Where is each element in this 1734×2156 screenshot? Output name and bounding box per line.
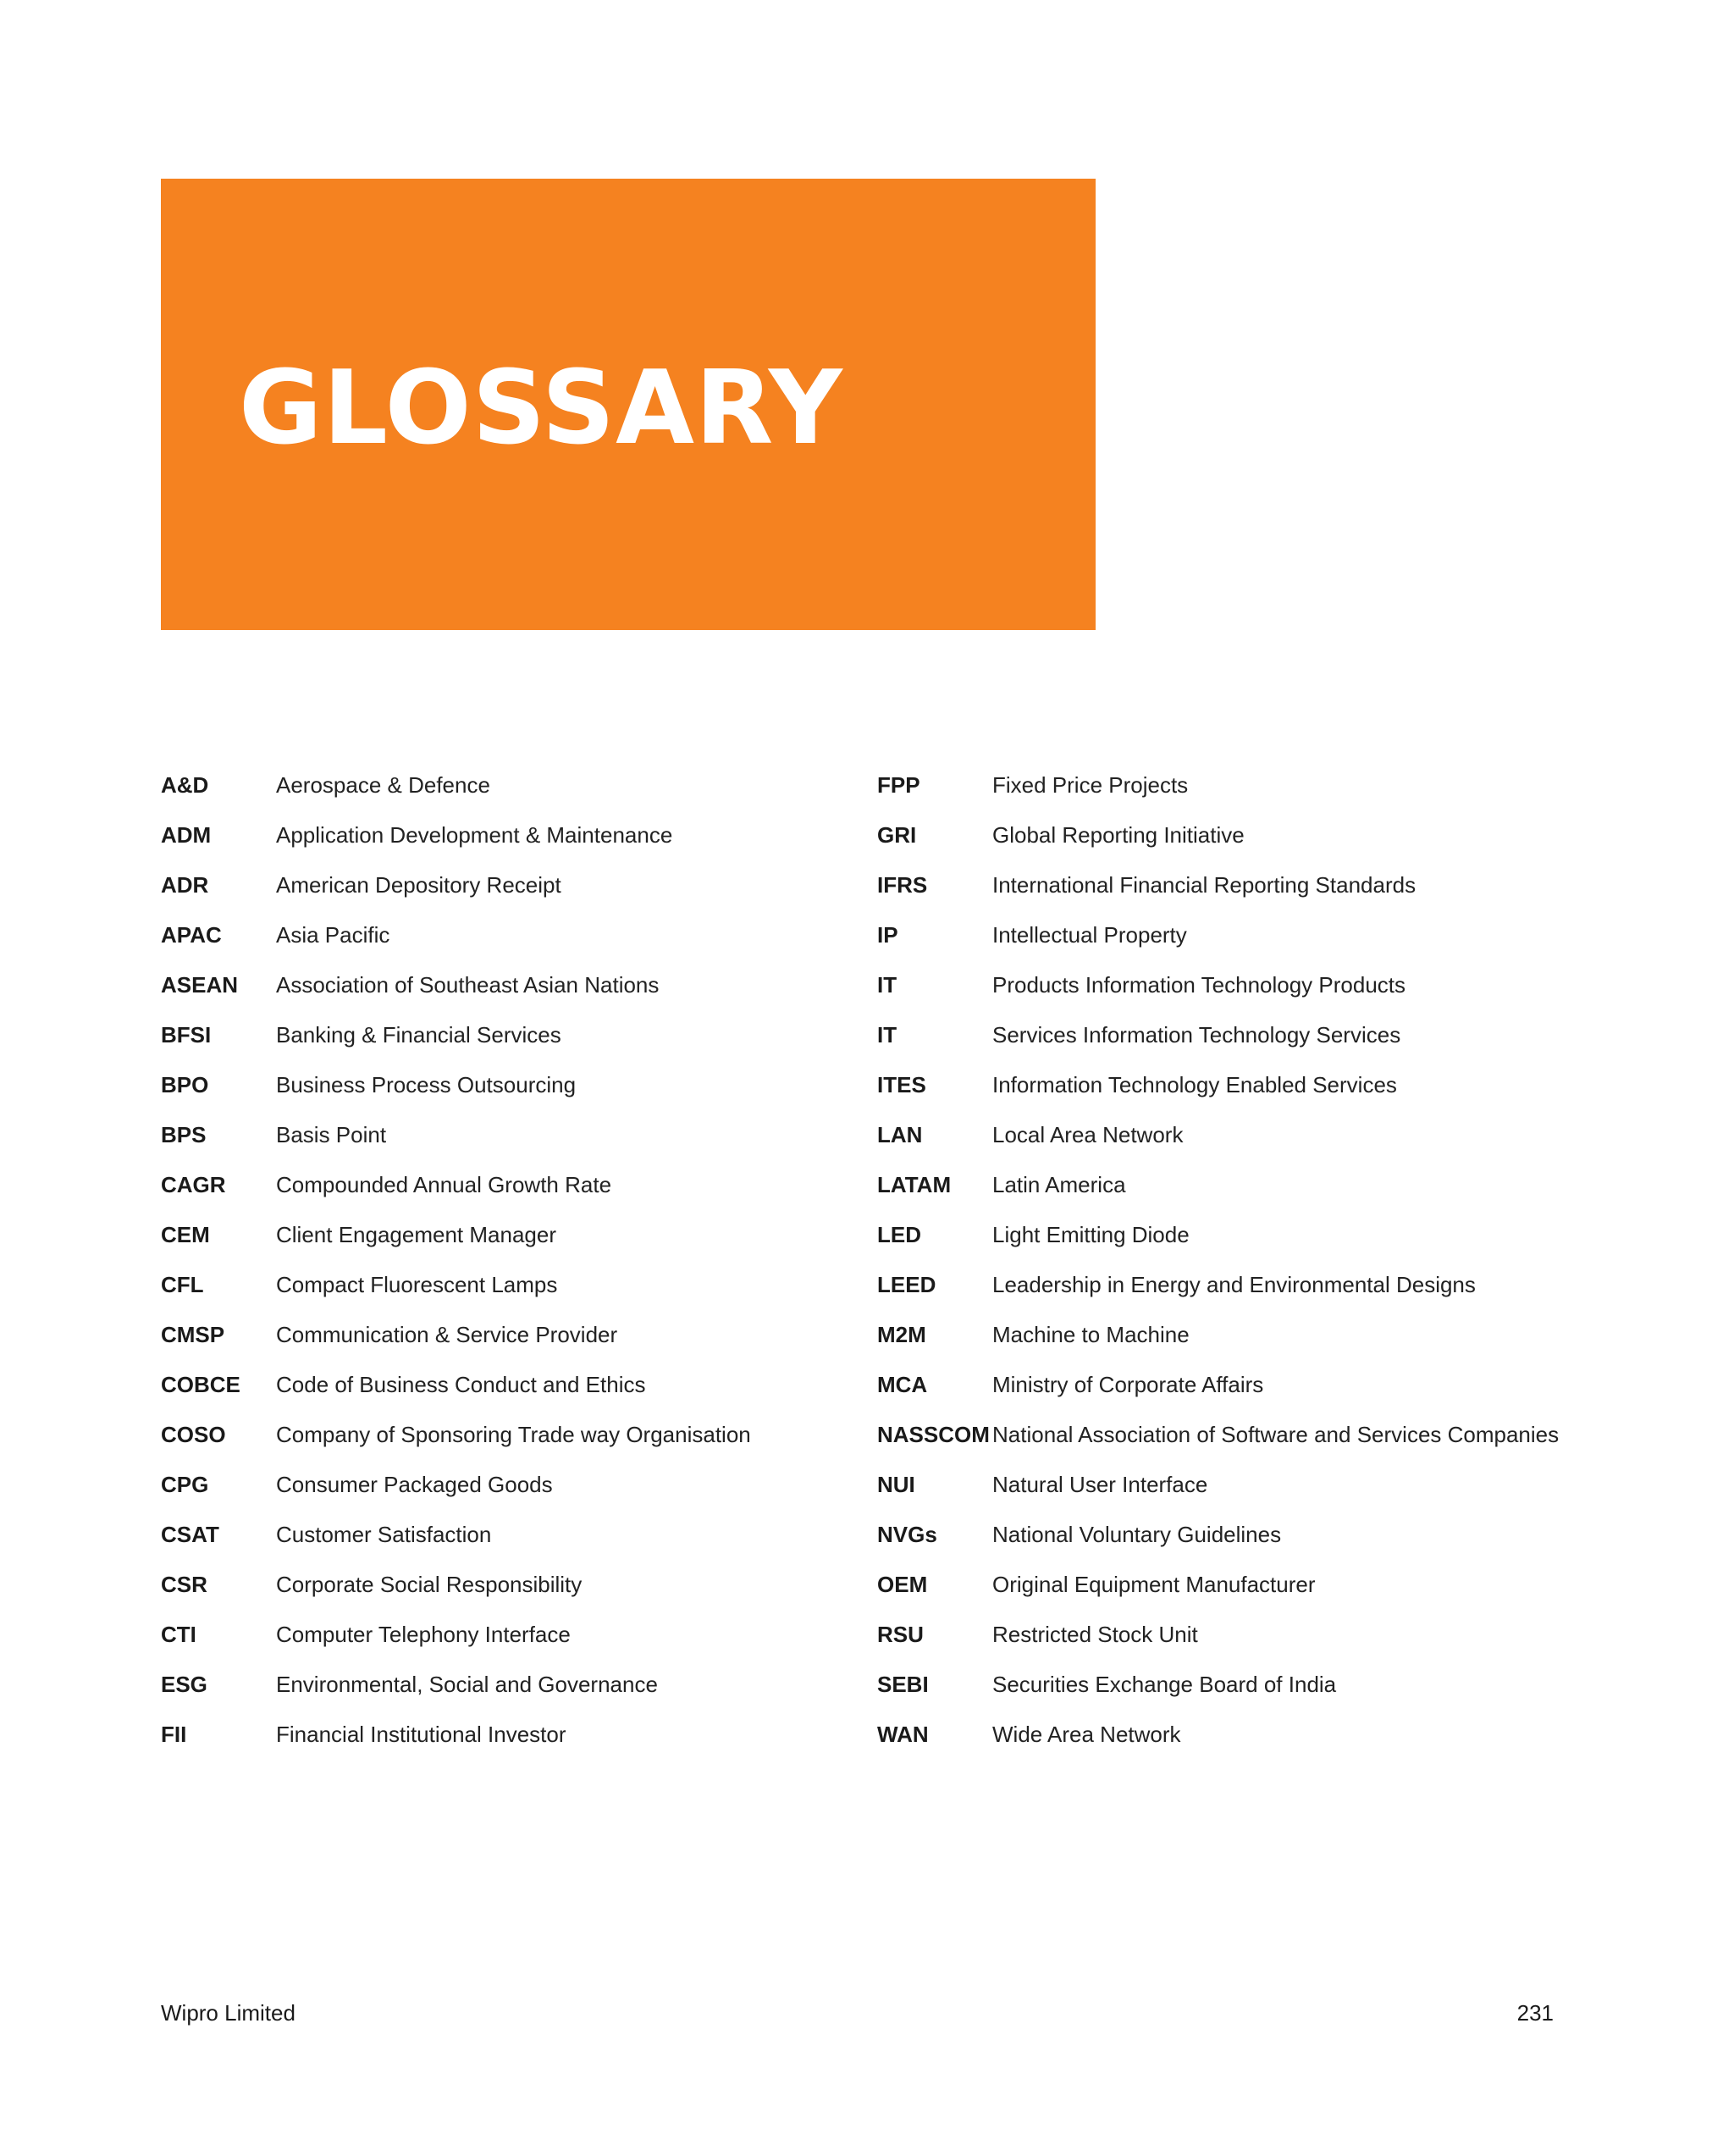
glossary-abbreviation: CSR [161,1572,207,1597]
glossary-row [877,1610,1571,1660]
glossary-row [161,1360,855,1410]
glossary-abbreviation: NASSCOM [877,1422,990,1447]
glossary-term: Natural User Interface [992,1472,1208,1497]
glossary-abbreviation: BPO [161,1072,209,1097]
glossary-term: Wide Area Network [992,1722,1181,1747]
glossary-row [877,1710,1571,1760]
glossary-row [161,760,855,810]
glossary-abbreviation: CMSP [161,1322,225,1347]
glossary-abbreviation: MCA [877,1372,928,1397]
glossary-banner [161,179,1096,630]
glossary-row [161,1460,855,1510]
glossary-term: Communication & Service Provider [276,1322,618,1347]
glossary-row [161,1110,855,1160]
glossary-abbreviation: CFL [161,1272,204,1297]
glossary-abbreviation: RSU [877,1622,924,1647]
glossary-abbreviation: ADM [161,822,212,848]
glossary-row [877,1310,1571,1360]
glossary-abbreviation: APAC [161,922,222,948]
glossary-term: Application Development & Maintenance [276,822,673,848]
glossary-abbreviation: M2M [877,1322,926,1347]
glossary-term: Services Information Technology Services [992,1022,1401,1048]
glossary-abbreviation: IFRS [877,872,928,898]
glossary-abbreviation: ADR [161,872,209,898]
glossary-row [161,810,855,860]
glossary-term: Asia Pacific [276,922,390,948]
glossary-term: National Association of Software and Services Companies [992,1422,1560,1447]
glossary-term: Original Equipment Manufacturer [992,1572,1316,1597]
glossary-row [161,860,855,910]
glossary-abbreviation: FPP [877,772,920,798]
glossary-term: American Depository Receipt [276,872,561,898]
glossary-term: Light Emitting Diode [992,1222,1190,1247]
glossary-term: Fixed Price Projects [992,772,1189,798]
glossary-abbreviation: ITES [877,1072,926,1097]
glossary-row [877,1410,1571,1460]
glossary-row [161,1010,855,1060]
glossary-abbreviation: NUI [877,1472,915,1497]
glossary-term: Customer Satisfaction [276,1522,492,1547]
glossary-row [877,760,1571,810]
glossary-row [877,1160,1571,1210]
footer-company-name: Wipro Limited [161,2000,295,2026]
glossary-row [161,1260,855,1310]
glossary-abbreviation: OEM [877,1572,928,1597]
glossary-row [161,1210,855,1260]
glossary-term: Local Area Network [992,1122,1184,1147]
glossary-term: International Financial Reporting Standards [992,872,1416,898]
glossary-term: Company of Sponsoring Trade way Organisation [276,1422,751,1447]
glossary-abbreviation: CTI [161,1622,196,1647]
glossary-term: Corporate Social Responsibility [276,1572,583,1597]
glossary-term: Basis Point [276,1122,387,1147]
glossary-term: Computer Telephony Interface [276,1622,571,1647]
glossary-term: Restricted Stock Unit [992,1622,1198,1647]
glossary-term: Information Technology Enabled Services [992,1072,1397,1097]
glossary-term: Association of Southeast Asian Nations [276,972,660,998]
glossary-row [161,1060,855,1110]
glossary-row [877,1460,1571,1510]
glossary-row [161,910,855,960]
glossary-term: Compounded Annual Growth Rate [276,1172,612,1197]
glossary-abbreviation: IT [877,1022,897,1048]
glossary-row [161,1660,855,1710]
glossary-row [877,910,1571,960]
glossary-row [877,1510,1571,1560]
glossary-term: Code of Business Conduct and Ethics [276,1372,646,1397]
glossary-row [877,960,1571,1010]
glossary-row [161,1710,855,1760]
glossary-abbreviation: CAGR [161,1172,226,1197]
glossary-abbreviation: A&D [161,772,209,798]
glossary-abbreviation: LED [877,1222,921,1247]
glossary-term: Machine to Machine [992,1322,1190,1347]
glossary-row [161,1610,855,1660]
glossary-abbreviation: LAN [877,1122,923,1147]
glossary-abbreviation: CSAT [161,1522,219,1547]
glossary-row [161,960,855,1010]
glossary-term: Business Process Outsourcing [276,1072,577,1097]
glossary-row [877,810,1571,860]
footer-page-number: 231 [1516,2000,1554,2026]
glossary-abbreviation: SEBI [877,1672,929,1697]
glossary-abbreviation: GRI [877,822,917,848]
glossary-term: Financial Institutional Investor [276,1722,566,1747]
glossary-term: Products Information Technology Products [992,972,1406,998]
glossary-column-right [877,760,1571,1760]
page-title: GLOSSARY [239,350,843,467]
glossary-row [877,1560,1571,1610]
glossary-column-left [161,760,855,1760]
glossary-abbreviation: LEED [877,1272,936,1297]
glossary-abbreviation: IP [877,922,898,948]
glossary-term: National Voluntary Guidelines [992,1522,1282,1547]
glossary-term: Ministry of Corporate Affairs [992,1372,1264,1397]
glossary-row [161,1310,855,1360]
glossary-row [877,1010,1571,1060]
glossary-row [877,1110,1571,1160]
glossary-abbreviation: FII [161,1722,187,1747]
glossary-term: Banking & Financial Services [276,1022,561,1048]
glossary-abbreviation: BFSI [161,1022,212,1048]
glossary-abbreviation: CPG [161,1472,209,1497]
glossary-term: Securities Exchange Board of India [992,1672,1337,1697]
glossary-abbreviation: NVGs [877,1522,937,1547]
glossary-term: Client Engagement Manager [276,1222,556,1247]
glossary-row [877,1660,1571,1710]
glossary-term: Compact Fluorescent Lamps [276,1272,558,1297]
glossary-row [161,1510,855,1560]
glossary-abbreviation: COBCE [161,1372,240,1397]
glossary-row [161,1410,855,1460]
glossary-abbreviation: IT [877,972,897,998]
glossary-term: Intellectual Property [992,922,1187,948]
glossary-abbreviation: ASEAN [161,972,239,998]
glossary-term: Aerospace & Defence [276,772,490,798]
glossary-abbreviation: COSO [161,1422,226,1447]
glossary-abbreviation: CEM [161,1222,210,1247]
glossary-term: Leadership in Energy and Environmental Designs [992,1272,1476,1297]
glossary-row [161,1160,855,1210]
glossary-term: Latin America [992,1172,1126,1197]
glossary-row [877,1360,1571,1410]
glossary-abbreviation: ESG [161,1672,207,1697]
glossary-term: Global Reporting Initiative [992,822,1245,848]
glossary-abbreviation: LATAM [877,1172,952,1197]
glossary-abbreviation: WAN [877,1722,929,1747]
glossary-term: Consumer Packaged Goods [276,1472,553,1497]
glossary-row [877,1260,1571,1310]
glossary-row [877,1060,1571,1110]
glossary-term: Environmental, Social and Governance [276,1672,658,1697]
glossary-row [161,1560,855,1610]
glossary-row [877,860,1571,910]
glossary-abbreviation: BPS [161,1122,207,1147]
glossary-row [877,1210,1571,1260]
